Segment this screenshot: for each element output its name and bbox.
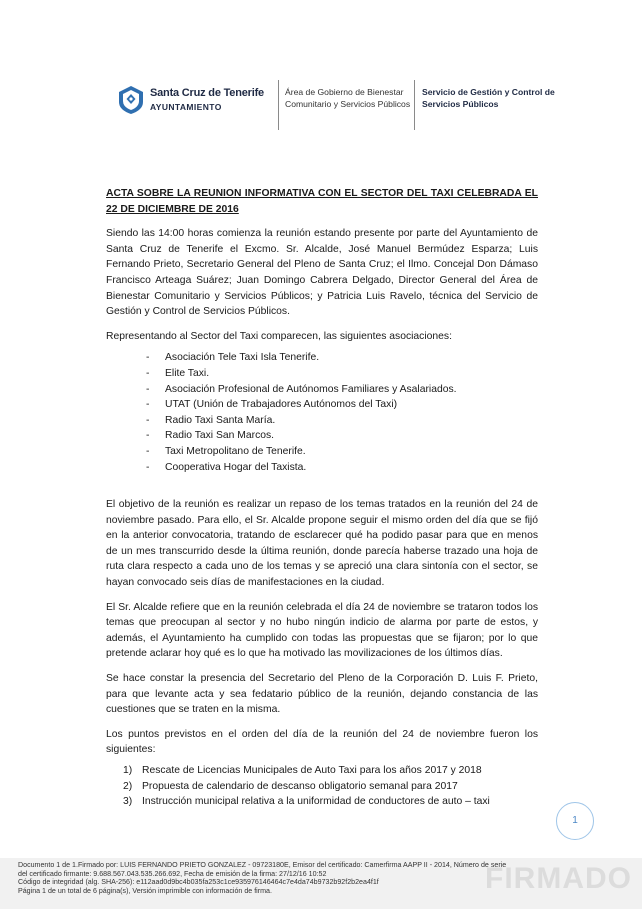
paragraph-points: Los puntos previstos en el orden del día de la reunión del 24 de noviembre fueron los siguientes:: [106, 728, 538, 756]
list-item: [106, 428, 538, 444]
service-name: [422, 86, 555, 110]
service-line-1: Servicio de Gestión y Control de: [422, 87, 555, 97]
list-dash: -: [146, 399, 150, 411]
header-divider: [414, 80, 415, 130]
signature-footer: [0, 858, 642, 909]
association-name: Cooperativa Hogar del Taxista.: [165, 461, 307, 473]
city-shield-logo-icon: [118, 85, 144, 115]
area-line-2: Comunitario y Servicios Públicos: [285, 99, 411, 109]
list-item: [106, 350, 538, 366]
list-item: [106, 397, 538, 413]
point-number: 1): [123, 765, 133, 776]
association-name: Asociación Tele Taxi Isla Tenerife.: [165, 352, 320, 364]
page-number: 1: [556, 802, 594, 840]
list-item: [106, 413, 538, 429]
associations-list: [106, 350, 538, 475]
list-item: [106, 794, 538, 810]
signature-line-2: del certificado firmante: 9.688.567.043.535.266.692, Fecha de emisión de la firma: 27/12/16 10:52: [18, 869, 327, 878]
list-dash: -: [146, 430, 150, 442]
document-body: [106, 186, 538, 810]
area-name: [285, 86, 410, 110]
point-text: Propuesta de calendario de descanso obligatorio semanal para 2017: [142, 780, 458, 792]
point-text: Instrucción municipal relativa a la uniformidad de conductores de auto – taxi: [142, 796, 490, 808]
service-line-2: Servicios Públicos: [422, 99, 499, 109]
list-item: [106, 444, 538, 460]
spacer: [106, 475, 538, 497]
signature-info: [18, 861, 638, 895]
signature-line-1: Documento 1 de 1.Firmado por: LUIS FERNANDO PRIETO GONZALEZ - 09723180E, Emisor del certificado: Camerfirma AAPP II - 2014, Número de serie: [18, 861, 507, 869]
association-name: UTAT (Unión de Trabajadores Autónomos del Taxi): [165, 399, 398, 411]
paragraph-secretary: Se hace constar la presencia del Secretario del Pleno de la Corporación D. Luis F. Prieto, para que levante acta y sea fedatario público de la reunión, dejando constancia de las cuestiones que se traten en la misma.: [106, 673, 538, 716]
list-dash: -: [146, 461, 150, 473]
list-item: [106, 763, 538, 779]
list-dash: -: [146, 352, 150, 364]
association-name: Asociación Profesional de Autónomos Familiares y Asalariados.: [165, 383, 457, 395]
paragraph-mayor: El Sr. Alcalde refiere que en la reunión celebrada el día 24 de noviembre se trataron todos los temas que preocupan al sector y no hubo ningún indicio de alarma por parte de estos, y además, el Ayuntamiento ha cumplido con todas las propuestas que se fijaron; por lo que pretende aclarar hoy qué es lo que ha motivado las movilizaciones de los últimos días.: [106, 601, 538, 660]
association-name: Elite Taxi.: [165, 367, 210, 379]
list-dash: -: [146, 367, 150, 379]
firmado-watermark: FIRMADO: [485, 862, 632, 895]
agenda-points-list: [106, 763, 538, 810]
list-dash: -: [146, 445, 150, 457]
org-subtitle: AYUNTAMIENTO: [150, 102, 222, 112]
paragraph-sector: Representando al Sector del Taxi comparecen, las siguientes asociaciones:: [106, 330, 452, 342]
list-dash: -: [146, 414, 150, 426]
paragraph-objective: El objetivo de la reunión es realizar un repaso de los temas tratados en la reunión del 24 de noviembre pasado. Para ello, el Sr. Alcalde propone seguir el mismo orden del día que se fijó en la anterior convocatoria, tratando de esclarecer qué ha podido pasar para que en menos de un mes transcurrido desde la última reunión, donde parecía haberse trazado una hoja de ruta clara respecto a cada uno de los temas y se apreció una clara sintonía con el sector, se hayan convocado seis días de manifestaciones en la ciudad.: [106, 499, 538, 589]
point-number: 3): [123, 796, 133, 808]
document-title: ACTA SOBRE LA REUNION INFORMATIVA CON EL SECTOR DEL TAXI CELEBRADA EL 22 DE DICIEMBRE DE 2016: [106, 188, 538, 215]
signature-line-3: Código de integridad (alg. SHA-256): e112aad0d9bc4b035fa253c1ce935976146464c7e4da74b9732b92f2b2ea4f1f: [18, 878, 379, 887]
header-divider: [278, 80, 279, 130]
list-item: [106, 460, 538, 476]
association-name: Radio Taxi Santa María.: [165, 414, 276, 426]
area-line-1: Área de Gobierno de Bienestar: [285, 87, 404, 97]
list-dash: -: [146, 383, 150, 395]
org-name: Santa Cruz de Tenerife: [150, 87, 264, 99]
list-item: [106, 366, 538, 382]
point-number: 2): [123, 780, 133, 792]
list-item: [106, 382, 538, 398]
letterhead: [118, 80, 558, 130]
signature-line-4: Página 1 de un total de 6 página(s), Versión imprimible con información de firma.: [18, 886, 272, 895]
point-text: Rescate de Licencias Municipales de Auto Taxi para los años 2017 y 2018: [142, 765, 482, 776]
paragraph-intro: Siendo las 14:00 horas comienza la reunión estando presente por parte del Ayuntamiento de Santa Cruz de Tenerife el Excmo. Sr. Alcalde, José Manuel Bermúdez Esparza; Luis Fernando Prieto, Secretario General del Pleno de Santa Cruz; el Ilmo. Concejal Don Dámaso Francisco Arteaga Suárez; Juan Domingo Cabrera Delgado, Director General del Área de Bienestar Comunitario y Servicios Públicos; y Patricia Luis Ravelo, técnica del Servicio de Gestión y Control de Servicios Públicos.: [106, 228, 538, 318]
list-item: [106, 779, 538, 795]
association-name: Taxi Metropolitano de Tenerife.: [165, 445, 306, 457]
association-name: Radio Taxi San Marcos.: [165, 430, 275, 442]
